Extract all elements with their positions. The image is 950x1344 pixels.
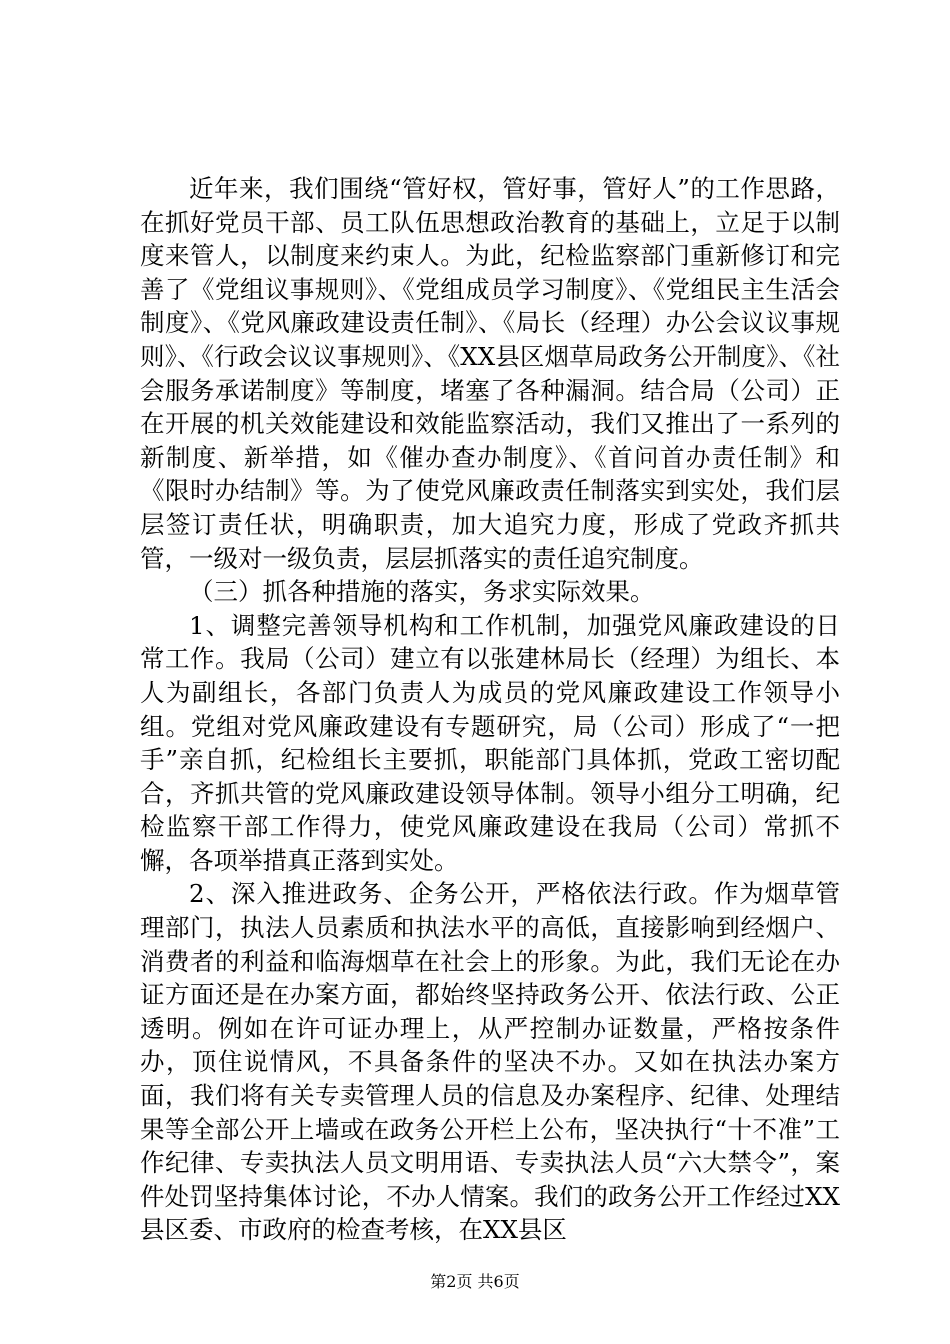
paragraph-item-two: 2、深入推进政务、企务公开，严格依法行政。作为烟草管理部门，执法人员素质和执法水平的高低，直接影响到经烟户、消费者的利益和临海烟草在社会上的形象。为此，我们无论在办证方面还是在办案方面，都始终坚持政务公开、依法行政、公正透明。例如在许可证办理上，从严控制办证数量，严格按条件办，顶住说情风，不具备条件的坚决不办。又如在执法办案方面，我们将有关专卖管理人员的信息及办案程序、纪律、处理结果等全部公开上墙或在政务公开栏上公布，坚决执行“十不准”工作纪律、专卖执法人员文明用语、专卖执法人员“六大禁令”，案件处罚坚持集体讨论，不办人情案。我们的政务公开工作经过XX县区委、市政府的检查考核，在XX县区 — [140, 879, 840, 1245]
paragraph-regulations: 近年来，我们围绕“管好权，管好事，管好人”的工作思路，在抓好党员干部、员工队伍思想政治教育的基础上，立足于以制度来管人，以制度来约束人。为此，纪检监察部门重新修订和完善了《党组议事规则》、《党组成员学习制度》、《党组民主生活会制度》、《党风廉政建设责任制》、《局长（经理）办公会议议事规则》、《行政会议议事规则》、《XX县区烟草局政务公开制度》、《社会服务承诺制度》等制度，堵塞了各种漏洞。结合局（公司）正在开展的机关效能建设和效能监察活动，我们又推出了一系列的新制度、新举措，如《催办查办制度》、《首问首办责任制》和《限时办结制》等。为了使党风廉政责任制落实到实处，我们层层签订责任状，明确职责，加大追究力度，形成了党政齐抓共管，一级对一级负责，层层抓落实的责任追究制度。 — [140, 174, 840, 573]
document-body — [140, 172, 840, 1247]
page-footer — [0, 1272, 950, 1292]
paragraph-item-one: 1、调整完善领导机构和工作机制，加强党风廉政建设的日常工作。我局（公司）建立有以张建林局长（经理）为组长、本人为副组长，各部门负责人为成员的党风廉政建设工作领导小组。党组对党风廉政建设有专题研究，局（公司）形成了“一把手”亲自抓，纪检组长主要抓，职能部门具体抓，党政工密切配合，齐抓共管的党风廉政建设领导体制。领导小组分工明确，纪检监察干部工作得力，使党风廉政建设在我局（公司）常抓不懈，各项举措真正落到实处。 — [140, 610, 840, 875]
page-number-label: 第2页 共6页 — [430, 1272, 520, 1291]
paragraph-section-three-heading: （三）抓各种措施的落实，务求实际效果。 — [189, 577, 655, 607]
